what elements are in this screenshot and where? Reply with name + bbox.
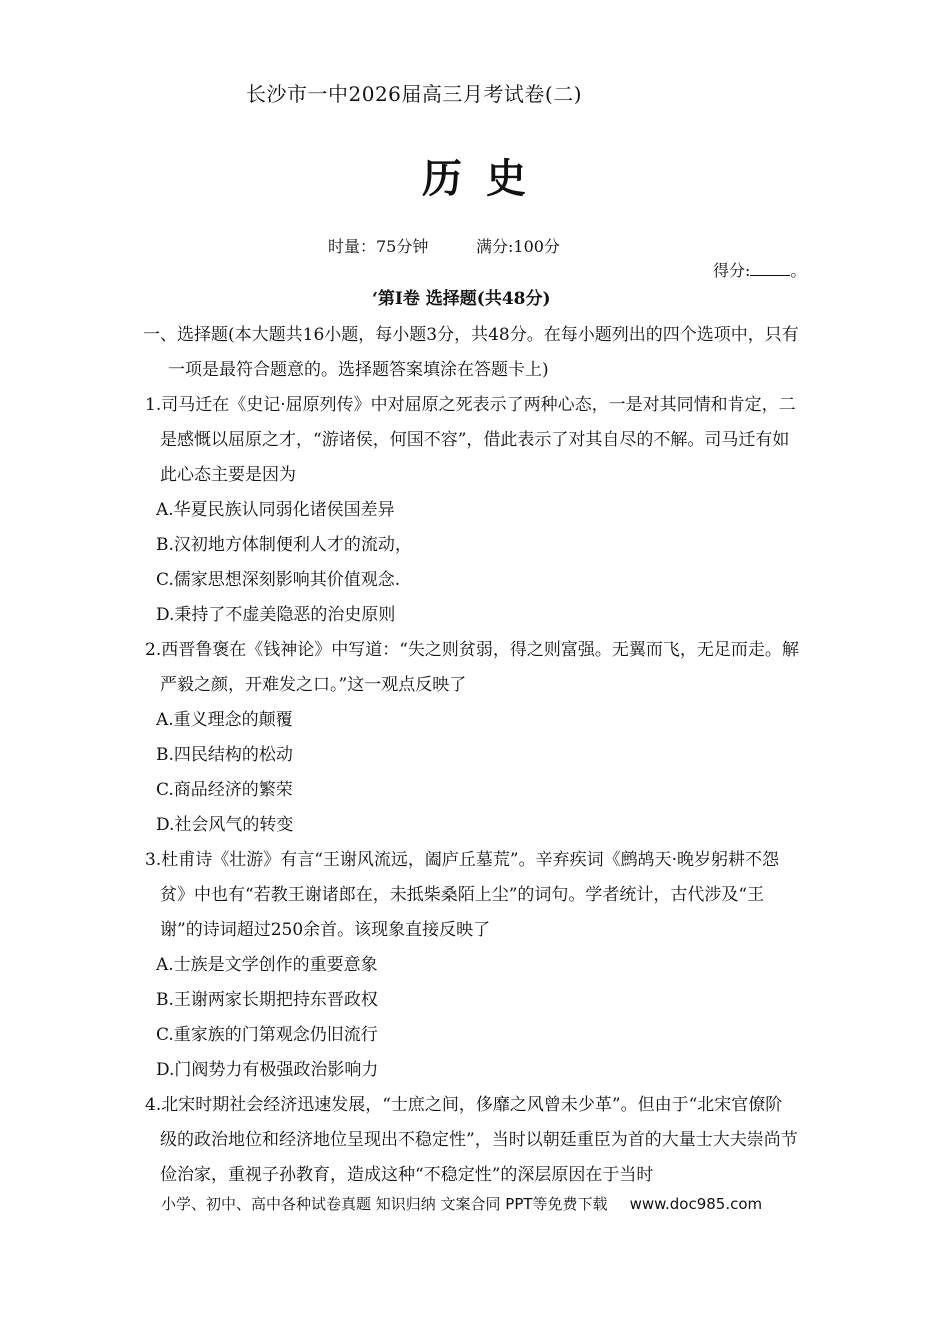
question-2-option-b: B.四民结构的松动 bbox=[156, 745, 293, 765]
question-2-option-c: C.商品经济的繁荣 bbox=[156, 780, 293, 800]
question-1-line-1: 1.司马迁在《史记·屈原列传》中对屈原之死表示了两种心态，一是对其同情和肯定，二 bbox=[145, 395, 796, 415]
score-blank bbox=[750, 261, 790, 276]
question-1-option-c: C.儒家思想深刻影响其价值观念. bbox=[156, 570, 401, 590]
question-3-line-3: 谢”的诗词超过250余首。该现象直接反映了 bbox=[160, 920, 491, 940]
question-3-line-2: 贫》中也有“若教王谢诸郎在，未抵柴桑陌上尘”的词句。学者统计，古代涉及“王 bbox=[160, 885, 765, 905]
question-3-line-1: 3.杜甫诗《壮游》有言“王谢风流远，阖庐丘墓荒”。辛弃疾词《鹧鸪天·晚岁躬耕不怨 bbox=[145, 850, 780, 870]
footer bbox=[161, 1193, 762, 1214]
question-3-option-b: B.王谢两家长期把持东晋政权 bbox=[156, 990, 378, 1010]
subject-title: 历史 bbox=[422, 156, 550, 202]
score-field bbox=[713, 258, 806, 281]
score-label: 得分: bbox=[713, 261, 751, 280]
school-title: 长沙市一中2026届高三月考试卷(二) bbox=[246, 82, 583, 106]
question-3-option-d: D.门阀势力有极强政治影响力 bbox=[156, 1060, 379, 1080]
question-1-line-3: 此心态主要是因为 bbox=[160, 465, 296, 485]
footer-text: 小学、初中、高中各种试卷真题 知识归纳 文案合同 PPT等免费下载 bbox=[161, 1195, 608, 1213]
question-4-line-3: 俭治家，重视子孙教育，造成这种“不稳定性”的深层原因在于当时 bbox=[160, 1165, 654, 1185]
section-instruction-line-2: 一项是最符合题意的。选择题答案填涂在答题卡上) bbox=[168, 360, 549, 380]
question-1-option-b: B.汉初地方体制便利人才的流动， bbox=[156, 535, 412, 555]
section-instruction-line-1: 一、选择题(本大题共16小题，每小题3分，共48分。在每小题列出的四个选项中，只有 bbox=[143, 325, 799, 345]
question-2-option-a: A.重义理念的颠覆 bbox=[156, 710, 293, 730]
score-suffix: 。 bbox=[790, 261, 807, 280]
question-1-line-2: 是感慨以屈原之才，“游诸侯，何国不容”，借此表示了对其自尽的不解。司马迁有如 bbox=[160, 430, 790, 450]
full-score: 满分:100分 bbox=[476, 237, 560, 256]
question-4-line-1: 4.北宋时期社会经济迅速发展，“士庶之间，侈靡之风曾未少革”。但由于“北宋官僚阶 bbox=[145, 1095, 783, 1115]
question-2-line-1: 2.西晋鲁褒在《钱神论》中写道：“失之则贫弱，得之则富强。无翼而飞，无足而走。解 bbox=[145, 640, 799, 660]
question-4-line-2: 级的政治地位和经济地位呈现出不稳定性”，当时以朝廷重臣为首的大量士大夫崇尚节 bbox=[160, 1130, 798, 1150]
question-1-option-a: A.华夏民族认同弱化诸侯国差异 bbox=[156, 500, 395, 520]
section-heading: ‘第Ⅰ卷 选择题(共48分) bbox=[372, 289, 551, 309]
question-2-line-2: 严毅之颜，开难发之口。”这一观点反映了 bbox=[160, 675, 467, 695]
question-3-option-a: A.士族是文学创作的重要意象 bbox=[156, 955, 378, 975]
question-2-option-d: D.社会风气的转变 bbox=[156, 815, 294, 835]
time-info: 时量：75分钟 bbox=[328, 237, 429, 256]
footer-site-link[interactable]: www.doc985.com bbox=[629, 1195, 763, 1213]
question-3-option-c: C.重家族的门第观念仍旧流行 bbox=[156, 1025, 378, 1045]
question-1-option-d: D.秉持了不虚美隐恶的治史原则 bbox=[156, 605, 396, 625]
